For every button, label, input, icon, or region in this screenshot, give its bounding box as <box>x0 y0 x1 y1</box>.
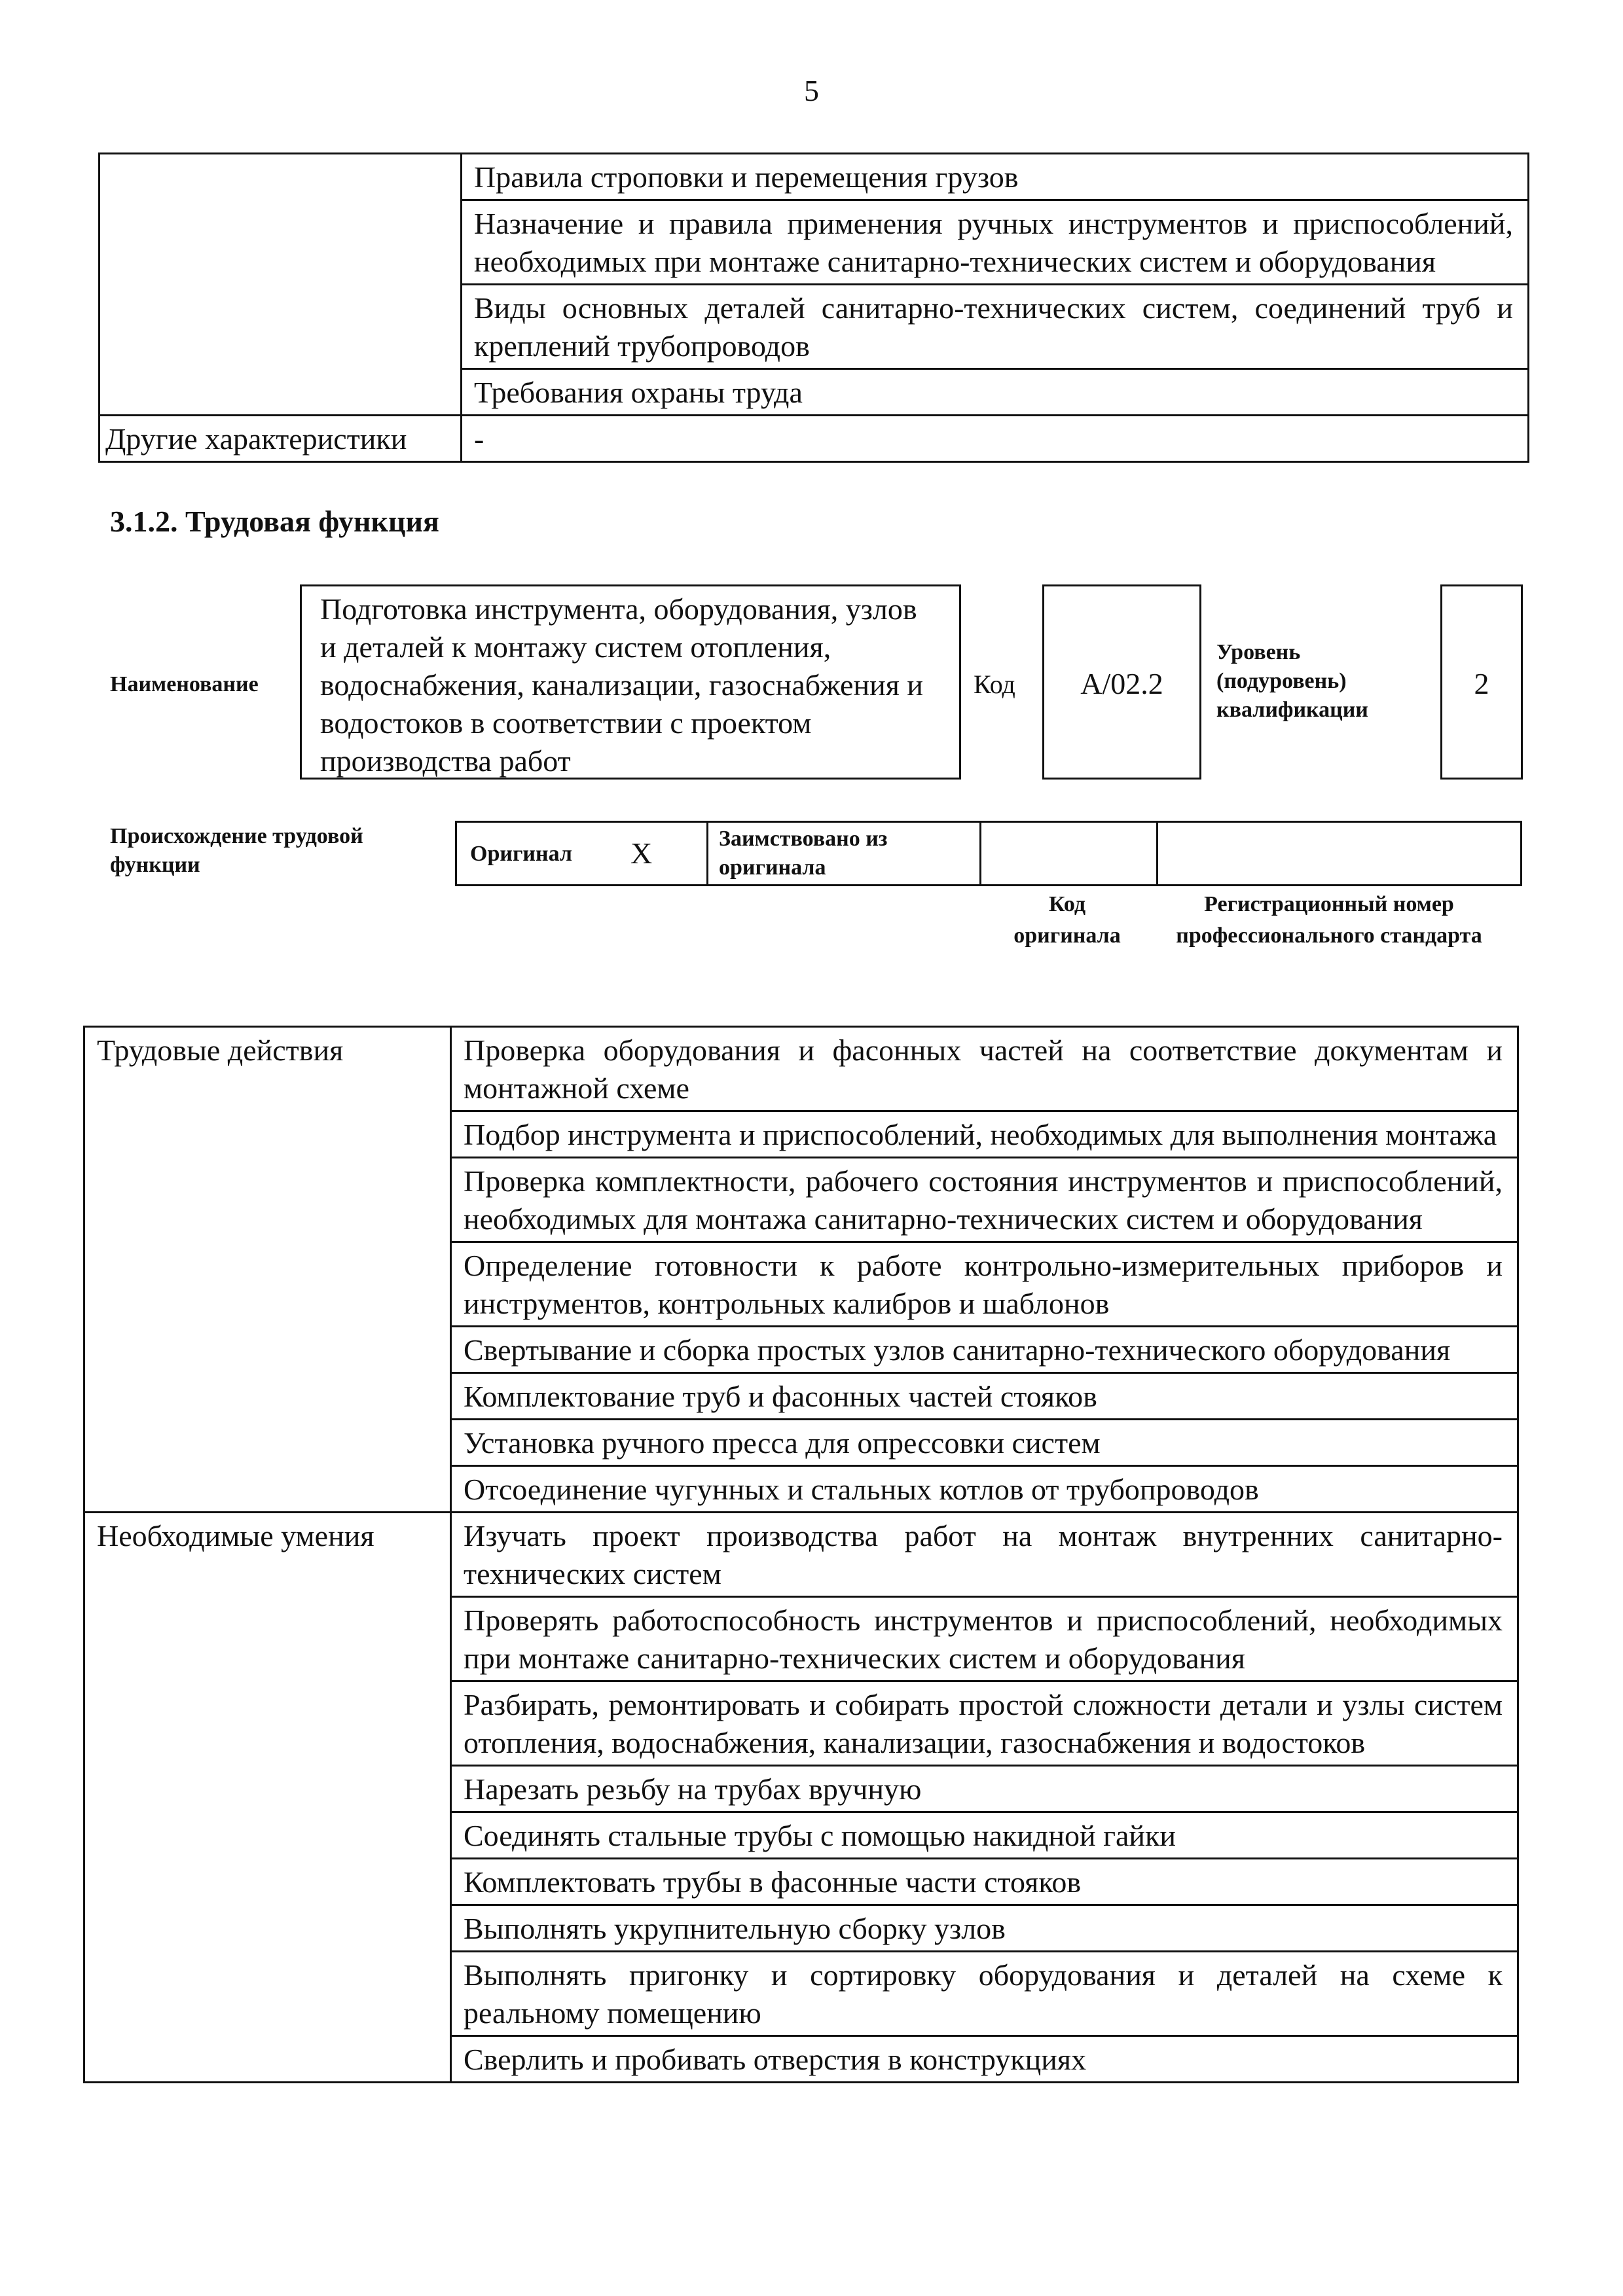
knowledge-item: Правила строповки и перемещения грузов <box>462 154 1529 200</box>
skill-item: Выполнять укрупнительную сборку узлов <box>451 1905 1518 1952</box>
labor-action-item: Свертывание и сборка простых узлов санитарно-технического оборудования <box>451 1327 1518 1373</box>
origin-box <box>455 821 1522 886</box>
skill-item: Выполнять пригонку и сортировку оборудования и деталей на схеме к реальному помещению <box>451 1952 1518 2036</box>
other-characteristics-label: Другие характеристики <box>100 416 462 462</box>
divider <box>706 823 708 884</box>
skill-item: Разбирать, ремонтировать и собирать простой сложности детали и узлы систем отопления, водоснабжения, канализации, газоснабжения и водостоков <box>451 1681 1518 1766</box>
knowledge-item: Виды основных деталей санитарно-технических систем, соединений труб и креплений трубопроводов <box>462 285 1529 369</box>
labor-actions-label: Трудовые действия <box>84 1027 451 1513</box>
name-label: Наименование <box>110 672 259 696</box>
code-original-caption: Код оригинала <box>1013 892 1121 948</box>
labor-action-item: Установка ручного пресса для опрессовки систем <box>451 1420 1518 1466</box>
qualification-level-label: Уровень (подуровень) квалификации <box>1216 640 1368 722</box>
empty-label-cell <box>100 154 462 416</box>
code-label: Код <box>974 670 1015 699</box>
function-code: А/02.2 <box>1042 584 1201 780</box>
labor-function-table <box>83 1026 1519 2083</box>
skill-item: Проверять работоспособность инструментов и приспособлений, необходимых при монтаже санитарно-технических систем и оборудования <box>451 1597 1518 1681</box>
origin-label: Происхождение трудовой функции <box>110 824 363 877</box>
labor-action-item: Отсоединение чугунных и стальных котлов от трубопроводов <box>451 1466 1518 1513</box>
table-row <box>100 154 1529 200</box>
knowledge-table <box>98 152 1529 463</box>
labor-action-item: Комплектование труб и фасонных частей стояков <box>451 1373 1518 1420</box>
divider <box>1156 823 1158 884</box>
original-label: Оригинал <box>470 842 572 866</box>
skill-item: Нарезать резьбу на трубах вручную <box>451 1766 1518 1812</box>
table-row <box>84 1027 1518 1111</box>
qualification-level-value: 2 <box>1440 584 1523 780</box>
other-characteristics-value: - <box>462 416 1529 462</box>
original-mark: X <box>630 836 653 870</box>
labor-action-item: Проверка оборудования и фасонных частей на соответствие документам и монтажной схеме <box>451 1027 1518 1111</box>
labor-action-item: Подбор инструмента и приспособлений, необходимых для выполнения монтажа <box>451 1111 1518 1158</box>
table-row <box>84 1513 1518 1597</box>
skill-item: Соединять стальные трубы с помощью накидной гайки <box>451 1812 1518 1859</box>
page-number: 5 <box>804 74 819 107</box>
required-skills-label: Необходимые умения <box>84 1513 451 2083</box>
divider <box>979 823 981 884</box>
knowledge-item: Требования охраны труда <box>462 369 1529 416</box>
skill-item: Сверлить и пробивать отверстия в конструкциях <box>451 2036 1518 2083</box>
borrowed-label: Заимствовано из оригинала <box>719 827 888 880</box>
skill-item: Комплектовать трубы в фасонные части стояков <box>451 1859 1518 1905</box>
labor-action-item: Определение готовности к работе контрольно-измерительных приборов и инструментов, контрольных калибров и шаблонов <box>451 1242 1518 1327</box>
knowledge-item: Назначение и правила применения ручных инструментов и приспособлений, необходимых при монтаже санитарно-технических систем и оборудования <box>462 200 1529 285</box>
table-row <box>100 416 1529 462</box>
skill-item: Изучать проект производства работ на монтаж внутренних санитарно-технических систем <box>451 1513 1518 1597</box>
labor-action-item: Проверка комплектности, рабочего состояния инструментов и приспособлений, необходимых для монтажа санитарно-технических систем и оборудования <box>451 1158 1518 1242</box>
reg-number-caption: Регистрационный номер профессионального стандарта <box>1176 892 1482 948</box>
section-heading: 3.1.2. Трудовая функция <box>110 505 439 538</box>
function-name: Подготовка инструмента, оборудования, узлов и деталей к монтажу систем отопления, водоснабжения, канализации, газоснабжения и водостоков в соответствии с проектом производства работ <box>300 584 961 780</box>
